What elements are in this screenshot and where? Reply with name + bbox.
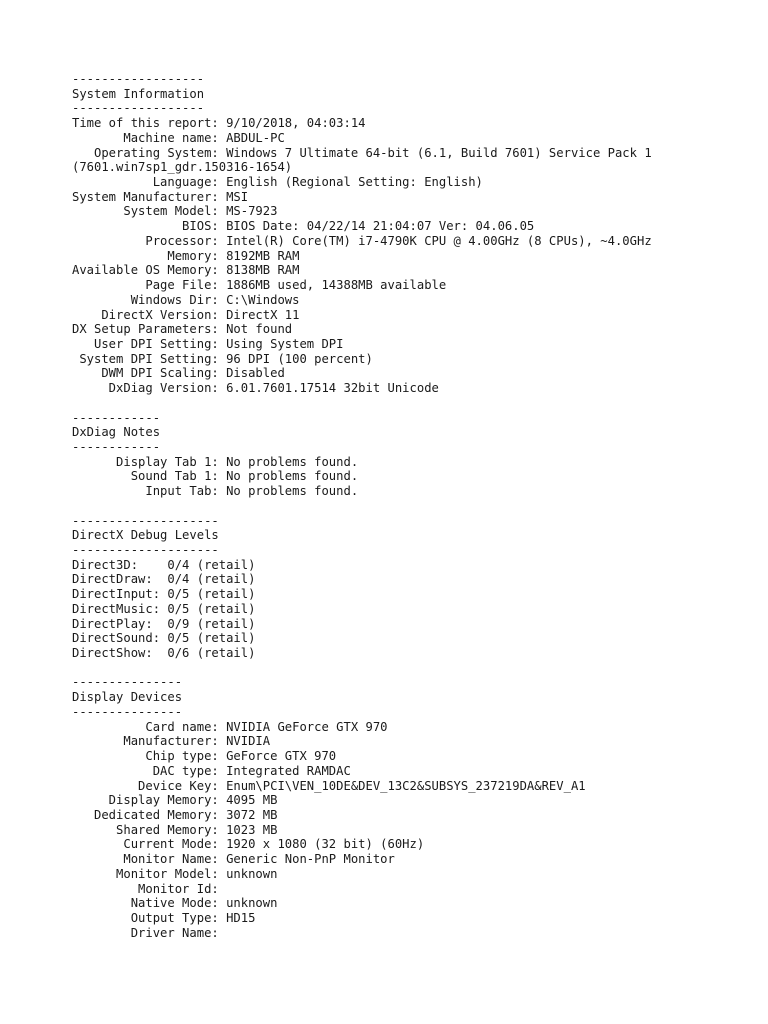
- report-line: Display Tab 1: No problems found.: [72, 454, 359, 469]
- report-line: BIOS: BIOS Date: 04/22/14 21:04:07 Ver: 04.06.05: [72, 219, 535, 234]
- section-divider: ---------------: [72, 704, 183, 719]
- report-line: System DPI Setting: 96 DPI (100 percent): [72, 351, 373, 366]
- report-line: DX Setup Parameters: Not found: [72, 322, 293, 337]
- report-line: DWM DPI Scaling: Disabled: [72, 366, 285, 381]
- section-divider: --------------------: [72, 513, 219, 528]
- report-line: DirectPlay: 0/9 (retail): [72, 616, 256, 631]
- section-divider: ------------: [72, 439, 161, 454]
- report-line: Device Key: Enum\PCI\VEN_10DE&DEV_13C2&SUBSYS_237219DA&REV_A1: [72, 778, 586, 793]
- blank-line: [72, 396, 652, 411]
- report-line: Manufacturer: NVIDIA: [72, 734, 271, 749]
- report-line: DirectInput: 0/5 (retail): [72, 587, 256, 602]
- report-line: Monitor Id:: [72, 881, 219, 896]
- report-line: Machine name: ABDUL-PC: [72, 130, 285, 145]
- report-line: DirectShow: 0/6 (retail): [72, 646, 256, 661]
- report-line: DAC type: Integrated RAMDAC: [72, 763, 351, 778]
- report-line: System Manufacturer: MSI: [72, 189, 249, 204]
- section-divider: ------------------: [72, 101, 205, 116]
- report-line: Available OS Memory: 8138MB RAM: [72, 263, 300, 278]
- report-line: Memory: 8192MB RAM: [72, 248, 300, 263]
- report-line: User DPI Setting: Using System DPI: [72, 336, 344, 351]
- section-divider: ------------------: [72, 72, 205, 86]
- report-line: Card name: NVIDIA GeForce GTX 970: [72, 719, 388, 734]
- report-line: Processor: Intel(R) Core(TM) i7-4790K CPU @ 4.00GHz (8 CPUs), ~4.0GHz: [72, 233, 652, 248]
- blank-line: [72, 499, 652, 514]
- report-line: Windows Dir: C:\Windows: [72, 292, 300, 307]
- report-line: Dedicated Memory: 3072 MB: [72, 807, 278, 822]
- report-line: Shared Memory: 1023 MB: [72, 822, 278, 837]
- section-heading: System Information: [72, 86, 205, 101]
- report-line: Chip type: GeForce GTX 970: [72, 749, 337, 764]
- section-divider: ---------------: [72, 675, 183, 690]
- report-line: DirectX Version: DirectX 11: [72, 307, 300, 322]
- report-line: Display Memory: 4095 MB: [72, 793, 278, 808]
- section-heading: DxDiag Notes: [72, 425, 161, 440]
- report-line: Direct3D: 0/4 (retail): [72, 557, 256, 572]
- section-divider: --------------------: [72, 543, 219, 557]
- report-line: Monitor Model: unknown: [72, 866, 278, 881]
- report-line: (7601.win7sp1_gdr.150316-1654): [72, 160, 293, 175]
- blank-line: [72, 661, 652, 676]
- report-line: Page File: 1886MB used, 14388MB available: [72, 278, 447, 293]
- section-heading: DirectX Debug Levels: [72, 528, 219, 543]
- report-line: DirectDraw: 0/4 (retail): [72, 572, 256, 587]
- report-line: Language: English (Regional Setting: English): [72, 175, 483, 190]
- report-text: [72, 72, 652, 940]
- report-line: Driver Name:: [72, 925, 219, 940]
- section-heading: Display Devices: [72, 690, 183, 705]
- report-line: Sound Tab 1: No problems found.: [72, 469, 359, 484]
- report-line: Monitor Name: Generic Non-PnP Monitor: [72, 852, 395, 867]
- report-line: Output Type: HD15: [72, 910, 256, 925]
- report-line: Current Mode: 1920 x 1080 (32 bit) (60Hz): [72, 837, 425, 852]
- report-line: Operating System: Windows 7 Ultimate 64-bit (6.1, Build 7601) Service Pack 1: [72, 145, 652, 160]
- report-line: DirectSound: 0/5 (retail): [72, 631, 256, 646]
- report-line: DirectMusic: 0/5 (retail): [72, 601, 256, 616]
- report-line: Time of this report: 9/10/2018, 04:03:14: [72, 116, 366, 131]
- section-divider: ------------: [72, 410, 161, 425]
- report-line: System Model: MS-7923: [72, 204, 278, 219]
- report-line: Input Tab: No problems found.: [72, 484, 359, 499]
- report-line: Native Mode: unknown: [72, 896, 278, 911]
- report-line: DxDiag Version: 6.01.7601.17514 32bit Unicode: [72, 381, 439, 396]
